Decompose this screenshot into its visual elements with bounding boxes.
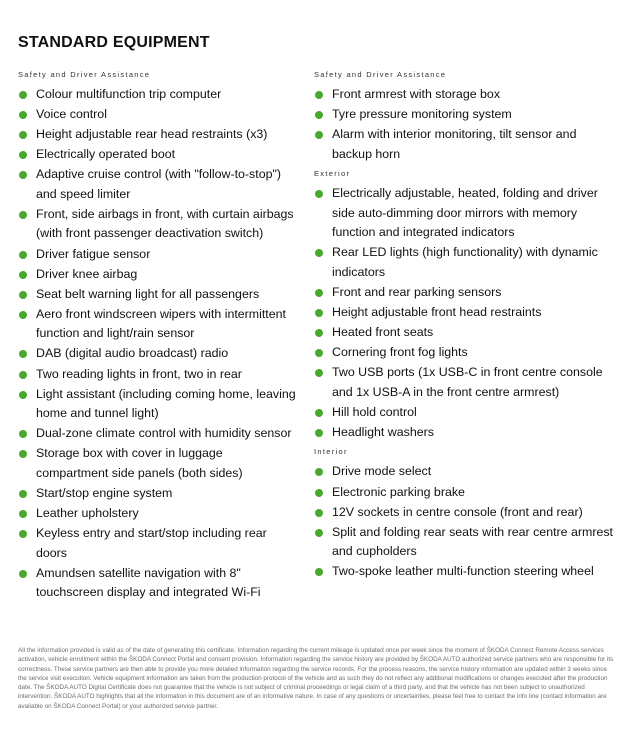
equipment-item-label: Light assistant (including coming home, leaving home and tunnel light) [36,386,296,421]
equipment-list-item [18,165,298,204]
equipment-item-label: Height adjustable front head restraints [332,304,542,319]
bullet-icon [315,529,323,537]
equipment-item-label: DAB (digital audio broadcast) radio [36,346,229,361]
equipment-list-item [18,385,298,424]
equipment-list-item [314,323,614,343]
equipment-item-label: Heated front seats [332,325,434,340]
equipment-item-label: Split and folding rear seats with rear centre armrest and cupholders [332,524,613,559]
bullet-icon [19,371,27,379]
page-title: STANDARD EQUIPMENT [18,34,210,51]
bullet-icon [315,190,323,198]
equipment-item-label: Voice control [36,107,107,122]
equipment-item-label: Keyless entry and start/stop including rear doors [36,526,267,560]
bullet-icon [315,349,323,357]
equipment-list-item [314,303,614,323]
bullet-icon [315,329,323,337]
equipment-list-item [314,523,614,562]
equipment-list-item [314,105,614,125]
equipment-list-item [18,265,298,285]
right-column [314,69,614,582]
equipment-item-label: Two USB ports (1x USB-C in front centre console and 1x USB-A in the front centre armrest) [332,365,603,399]
equipment-item-label: Colour multifunction trip computer [36,87,222,101]
equipment-list-item [18,305,298,344]
bullet-icon [315,91,323,99]
equipment-item-label: Storage box with cover in luggage compartment side panels (both sides) [36,446,243,480]
equipment-item-label: Electronic parking brake [332,484,465,499]
bullet-icon [315,111,323,119]
equipment-item-label: Driver fatigue sensor [36,246,151,261]
bullet-icon [19,311,27,319]
equipment-list-item [314,503,614,523]
disclaimer-footer: All the information provided is valid as of the date of generating this certificate. Information regarding the current mileage is updated once per week since the moment of ŠKODA Connect Remote Access services activation, vehicle enrollment within the ŠKODA Connect Portal and consent provision. Information regarding the service history are provided by ŠKODA AUTO authorized service partners who are responsible for its correctness. These service partners are then able to provide you more detailed information regarding the service records. For the process reasons, the service history information are updated within 3 weeks since the service visit execution. Vehicle equipment information are taken from the production protocol of the vehicle and as such they do not reflect any additional modifications or changes executed after the production date. The ŠKODA AUTO Digital Certificate does not guarantee that the vehicle is not subject of criminal proceedings or legal claim of a third party, and that the vehicle has not been subject to unauthorized intervention. ŠKODA AUTO highlights that all the information in this document are of an informative nature. In case of any questions or uncertainties, please feel free to contact the info line (contact information are available on ŠKODA Connect Portal) or your authorized service partner. [18,647,614,710]
equipment-list-item [314,363,614,402]
equipment-list-item [18,285,298,305]
equipment-item-label: Leather upholstery [36,506,139,520]
bullet-icon [315,289,323,297]
equipment-list-item [314,184,614,243]
equipment-list-item [314,343,614,363]
equipment-item-label: Headlight washers [332,424,434,439]
equipment-list-item [314,483,614,503]
bullet-icon [315,409,323,417]
equipment-list-item [18,564,298,603]
bullet-icon [19,251,27,259]
bullet-icon [19,291,27,299]
bullet-icon [19,271,27,279]
bullet-icon [315,468,323,476]
bullet-icon [19,91,27,99]
equipment-item-label: Two reading lights in front, two in rear [36,366,242,381]
equipment-item-label: Height adjustable rear head restraints (x3) [36,127,268,142]
bullet-icon [315,131,323,139]
equipment-item-label: Electrically operated boot [36,147,176,162]
equipment-item-label: Alarm with interior monitoring, tilt sensor and backup horn [332,127,577,161]
equipment-list-item [18,245,298,265]
equipment-item-label: Adaptive cruise control (with "follow-to-stop") and speed limiter [36,167,281,201]
bullet-icon [19,350,27,358]
equipment-list-item [314,462,614,482]
equipment-item-label: Seat belt warning light for all passengers [36,286,260,301]
equipment-list-item [18,205,298,244]
bullet-icon [19,430,27,438]
equipment-item-label: Aero front windscreen wipers with intermittent function and light/rain sensor [36,306,286,341]
bullet-icon [19,450,27,458]
section-heading: Interior [314,447,348,457]
equipment-list-item [314,423,614,443]
bullet-icon [19,510,27,518]
bullet-icon [19,570,27,578]
equipment-list-item [314,403,614,423]
equipment-item-label: Front, side airbags in front, with curtain airbags (with front passenger deactivation switch) [36,206,294,241]
equipment-item-label: Driver knee airbag [36,266,138,281]
left-column [18,69,298,603]
equipment-item-label: Amundsen satellite navigation with 8" touchscreen display and integrated Wi-Fi [36,565,261,600]
equipment-list-item [314,85,614,105]
equipment-list-item [314,243,614,282]
equipment-list-item [18,504,298,524]
bullet-icon [19,391,27,399]
section-heading: Safety and Driver Assistance [18,70,151,79]
equipment-list-item [18,365,298,385]
equipment-item-label: Front armrest with storage box [332,87,501,101]
equipment-list-item [314,283,614,303]
equipment-item-label: Electrically adjustable, heated, folding and driver side auto-dimming door mirrors with memory function and integrated indicators [332,186,598,240]
equipment-list-item [18,125,298,145]
equipment-list-item [18,344,298,364]
equipment-list-item [314,125,614,164]
bullet-icon [19,171,27,179]
equipment-item-label: 12V sockets in centre console (front and rear) [332,504,583,519]
equipment-item-label: Hill hold control [332,404,417,419]
equipment-item-label: Dual-zone climate control with humidity sensor [36,426,292,441]
equipment-list-item [18,484,298,504]
bullet-icon [19,151,27,159]
equipment-item-label: Cornering front fog lights [332,345,468,360]
equipment-list-item [314,562,614,582]
bullet-icon [315,509,323,517]
equipment-item-label: Front and rear parking sensors [332,284,502,299]
section-heading: Exterior [314,169,351,179]
equipment-item-label: Tyre pressure monitoring system [332,107,512,122]
bullet-icon [315,429,323,437]
equipment-item-label: Two-spoke leather multi-function steering wheel [332,564,594,579]
section-heading: Safety and Driver Assistance [314,70,447,79]
equipment-list-item [18,444,298,483]
bullet-icon [19,111,27,119]
bullet-icon [19,530,27,538]
equipment-item-label: Start/stop engine system [36,485,173,500]
bullet-icon [315,568,323,576]
bullet-icon [315,489,323,497]
bullet-icon [315,309,323,317]
equipment-item-label: Drive mode select [332,464,432,479]
equipment-list-item [18,524,298,563]
equipment-list-item [18,105,298,125]
equipment-list-item [18,85,298,105]
bullet-icon [315,249,323,257]
equipment-list-item [18,424,298,444]
bullet-icon [19,490,27,498]
equipment-item-label: Rear LED lights (high functionality) with dynamic indicators [332,245,598,279]
bullet-icon [19,131,27,139]
equipment-list-item [18,145,298,165]
bullet-icon [19,211,27,219]
bullet-icon [315,369,323,377]
